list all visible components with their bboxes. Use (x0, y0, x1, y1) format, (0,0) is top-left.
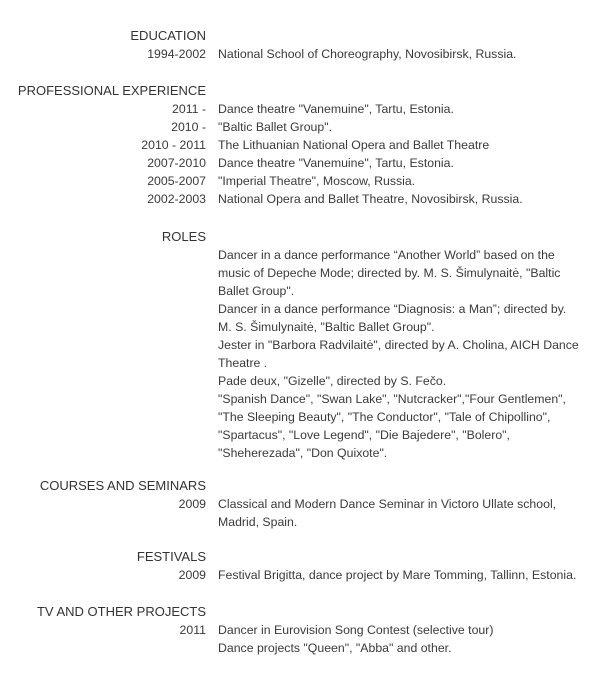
roles-line: Pade deux, "Gizelle", directed by S. Fečo. (218, 374, 447, 388)
education-text: National School of Choreography, Novosibirsk, Russia. (218, 47, 517, 61)
experience-date: 2010 - (171, 120, 206, 134)
section-heading-roles: ROLES (161, 229, 206, 244)
festivals-date: 2009 (178, 568, 206, 582)
courses-date: 2009 (178, 497, 206, 511)
roles-line: M. S. Šimulynaitė, "Baltic Ballet Group". (218, 320, 435, 334)
roles-line: Dancer in a dance performance “Another World” based on the (218, 248, 555, 262)
experience-text: Dance theatre "Vanemuine", Tartu, Estonia. (218, 156, 454, 170)
courses-line: Madrid, Spain. (218, 515, 298, 529)
section-heading-courses: COURSES AND SEMINARS (39, 478, 206, 493)
section-heading-experience: PROFESSIONAL EXPERIENCE (17, 83, 206, 98)
roles-line: "The Sleeping Beauty", "The Conductor", "Tale of Chipollino", (218, 410, 551, 424)
roles-line: music of Depeche Mode; directed by. M. S. Šimulynaitė, "Baltic (218, 266, 561, 280)
section-heading-education: EDUCATION (130, 28, 206, 43)
roles-line: "Sheherezada", "Don Quixote". (218, 446, 388, 460)
experience-date: 2011 - (172, 102, 206, 116)
experience-date: 2005-2007 (147, 174, 206, 188)
experience-text: National Opera and Ballet Theatre, Novosibirsk, Russia. (218, 192, 523, 206)
tv-date: 2011 (179, 623, 206, 637)
roles-line: Jester in "Barbora Radvilaitė", directed by A. Cholina, AICH Dance (218, 338, 579, 352)
tv-line: Dance projects "Queen", "Abba" and other. (218, 641, 452, 655)
experience-text: "Baltic Ballet Group". (218, 120, 332, 134)
roles-line: "Spanish Dance", "Swan Lake", "Nutcracker","Four Gentlemen", (218, 392, 566, 406)
tv-line: Dancer in Eurovision Song Contest (selective tour) (218, 623, 494, 637)
roles-line: Dancer in a dance performance “Diagnosis: a Man”; directed by. (218, 302, 567, 316)
experience-date: 2002-2003 (147, 192, 206, 206)
festivals-text: Festival Brigitta, dance project by Mare Tomming, Tallinn, Estonia. (218, 568, 577, 582)
section-heading-festivals: FESTIVALS (136, 549, 206, 564)
experience-text: The Lithuanian National Opera and Ballet Theatre (218, 138, 490, 152)
experience-date: 2007-2010 (147, 156, 206, 170)
roles-line: Theatre . (218, 356, 268, 370)
roles-line: "Spartacus", "Love Legend", "Die Bajedere", "Bolero", (218, 428, 510, 442)
courses-line: Classical and Modern Dance Seminar in Victoro Ullate school, (218, 497, 557, 511)
experience-date: 2010 - 2011 (141, 138, 206, 152)
education-date: 1994-2002 (147, 47, 206, 61)
experience-text: "Imperial Theatre", Moscow, Russia. (218, 174, 416, 188)
roles-line: Ballet Group". (218, 284, 295, 298)
section-heading-tv: TV AND OTHER PROJECTS (36, 604, 206, 619)
experience-text: Dance theatre "Vanemuine", Tartu, Estonia. (218, 102, 454, 116)
